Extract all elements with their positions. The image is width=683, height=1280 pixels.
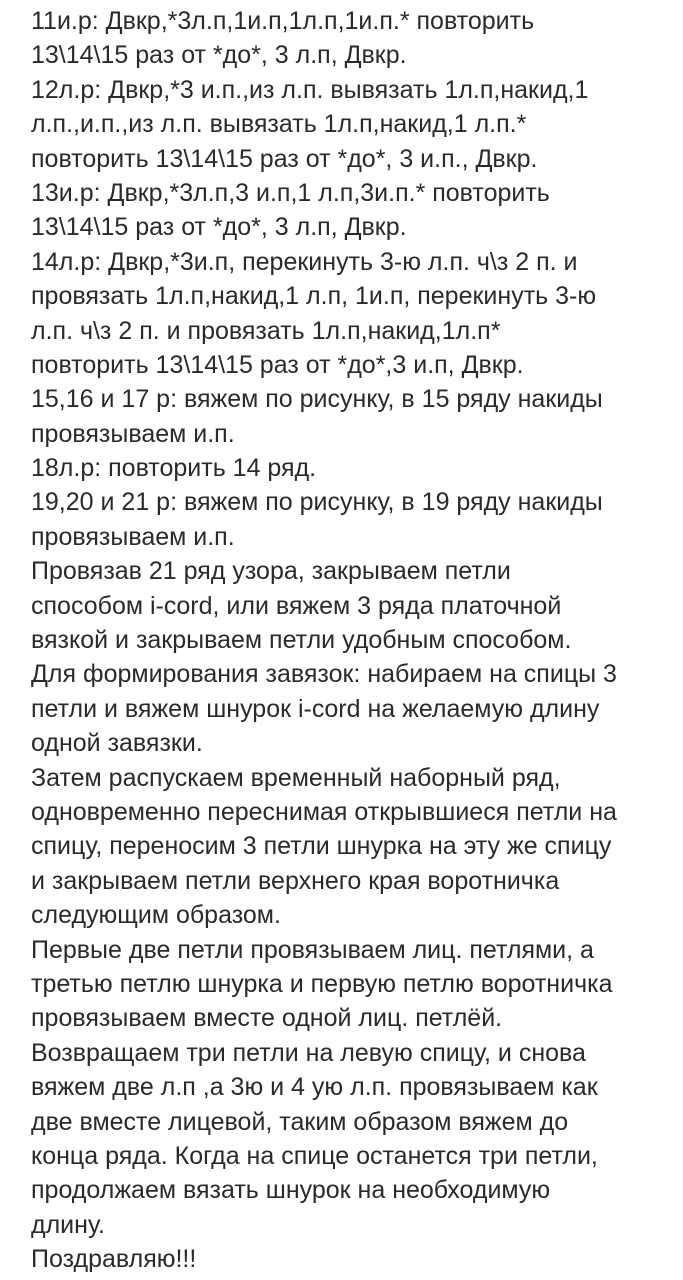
text-line: петли и вяжем шнурок i-cord на желаемую длину (31, 694, 600, 723)
text-line: Возвращаем три петли на левую спицу, и снова (31, 1038, 586, 1067)
text-line: провязываем вместе одной лиц. петлёй. (31, 1004, 503, 1033)
text-line: провязываем и.п. (31, 419, 235, 448)
text-line: третью петлю шнурка и первую петлю воротничка (31, 969, 613, 998)
text-line: Провязав 21 ряд узора, закрываем петли (31, 557, 511, 586)
text-line: две вместе лицевой, таким образом вяжем до (31, 1107, 569, 1136)
text-line: 14л.р: Двкр,*3и.п, перекинуть 3-ю л.п. ч\з 2 п. и (31, 247, 578, 276)
text-line: повторить 13\14\15 раз от *до*, 3 и.п., Двкр. (31, 144, 538, 173)
text-line: 11и.р: Двкр,*3л.п,1и.п,1л.п,1и.п.* повторить (31, 7, 535, 35)
text-line: 13\14\15 раз от *до*, 3 л.п, Двкр. (31, 41, 407, 70)
text-line: провязать 1л.п,накид,1 л.п, 1и.п, перекинуть 3-ю (31, 282, 597, 311)
text-line: Для формирования завязок: набираем на спицы 3 (31, 660, 617, 689)
text-line: одной завязки. (31, 729, 203, 758)
text-line: следующим образом. (31, 901, 281, 930)
text-line: л.п.,и.п.,из л.п. вывязать 1л.п,накид,1 л.п.* (31, 110, 527, 139)
text-line: Первые две петли провязываем лиц. петлями, а (31, 935, 594, 964)
text-line: повторить 13\14\15 раз от *до*,3 и.п, Двкр. (31, 350, 524, 379)
text-line: способом i-cord, или вяжем 3 ряда платочной (31, 591, 562, 620)
text-line: 13и.р: Двкр,*3л.п,3 и.п,1 л.п,3и.п.* повторить (31, 178, 550, 207)
text-line: Затем распускаем временный наборный ряд, (31, 763, 561, 792)
text-line: продолжаем вязать шнурок на необходимую (31, 1176, 551, 1205)
text-line: вяжем две л.п ,а 3ю и 4 ую л.п. провязываем как (31, 1073, 598, 1102)
text-line: 13\14\15 раз от *до*, 3 л.п, Двкр. (31, 213, 407, 242)
text-line: 15,16 и 17 р: вяжем по рисунку, в 15 ряду накиды (31, 385, 603, 414)
text-line: вязкой и закрываем петли удобным способом. (31, 626, 572, 655)
text-line: спицу, переносим 3 петли шнурка на эту же спицу (31, 832, 612, 861)
text-line: 19,20 и 21 р: вяжем по рисунку, в 19 ряду накиды (31, 488, 603, 517)
text-line: 12л.р: Двкр,*3 и.п.,из л.п. вывязать 1л.п,накид,1 (31, 75, 589, 104)
text-line: 18л.р: повторить 14 ряд. (31, 454, 317, 483)
text-line: провязываем и.п. (31, 522, 235, 551)
text-line: и закрываем петли верхнего края воротничка (31, 866, 560, 895)
text-line: одновременно переснимая открывшиеся петли на (31, 797, 617, 826)
text-line: л.п. ч\з 2 п. и провязать 1л.п,накид,1л.п* (31, 316, 501, 345)
text-line: Поздравляю!!! (31, 1245, 197, 1274)
text-line: длину. (31, 1210, 105, 1239)
text-line: конца ряда. Когда на спице останется три петли, (31, 1141, 598, 1170)
